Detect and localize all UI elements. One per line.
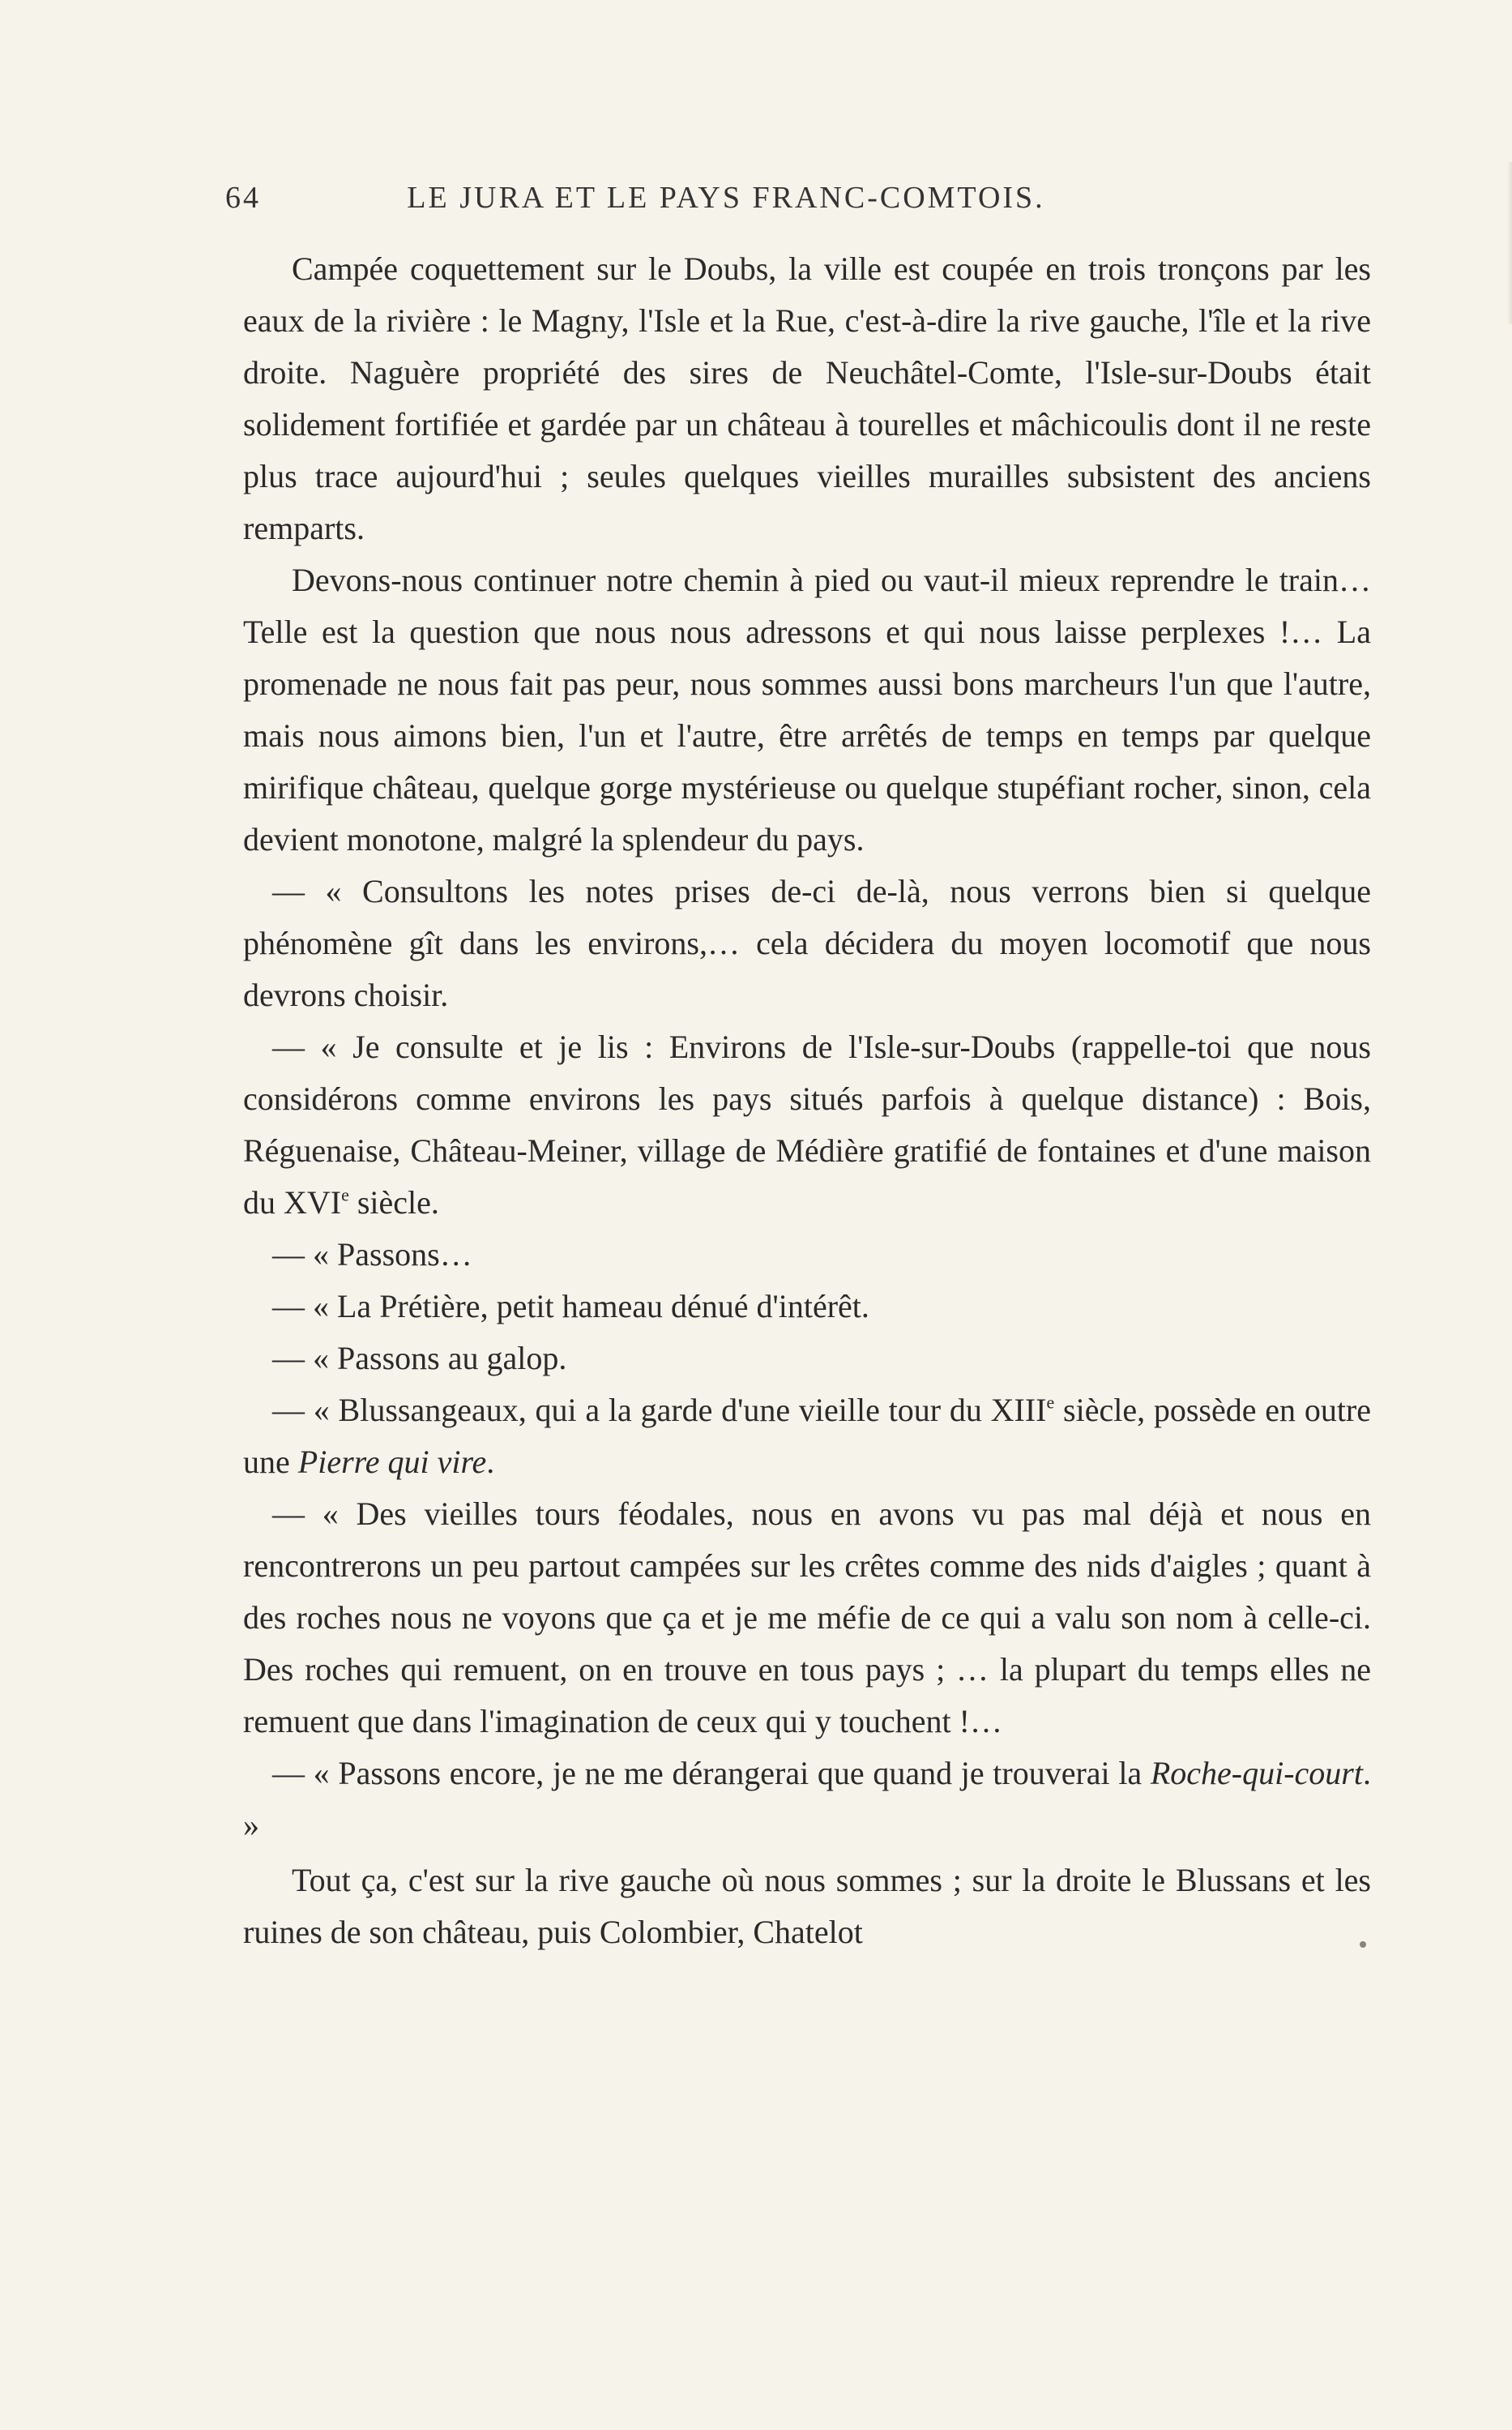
page-number: 64 [225,181,261,215]
paragraph-11: Tout ça, c'est sur la rive gauche où nous sommes ; sur la droite le Blussans et les ruines de son château, puis Colombier, Chatelot [243,1862,1371,1950]
paragraph-6: — « La Prétière, petit hameau dénué d'intérêt. [272,1288,869,1324]
century-numeral: XVI [284,1184,342,1221]
paragraph-8: — « Blussangeaux, qui a la garde d'une vieille tour du XIIIe siècle, possède en outre une Pierre qui vire. [243,1392,1372,1480]
paragraph-7: — « Passons au galop. [272,1340,567,1376]
paragraph-3: — « Consultons les notes prises de-ci de-là, nous verrons bien si quelque phénomène gît dans les environs,… cela décidera du moyen locomotif que nous devrons choisir. [243,873,1371,1013]
paragraph-2: Devons-nous continuer notre chemin à pied ou vaut-il mieux reprendre le train… Telle est la question que nous nous adressons et qui nous laisse perplexes !… La promenade ne nous fait pas peur, nous sommes aussi bons marcheurs l'un que l'autre, mais nous aimons bien, l'un et l'autre, être arrêtés de temps en temps par quelque mirifique château, quelque gorge mystérieuse ou quelque stupéfiant rocher, sinon, cela devient monotone, malgré la splendeur du pays. [243,562,1371,858]
paragraph-1: Campée coquettement sur le Doubs, la ville est coupée en trois tronçons par les eaux de la rivière : le Magny, l'Isle et la Rue, c'est-à-dire la rive gauche, l'île et la rive droite. Naguère propriété des sires de Neuchâtel-Comte, l'Isle-sur-Doubs était solidement fortifiée et gardée par un château à tourelles et mâchicoulis dont il ne reste plus trace aujourd'hui ; seules quelques vieilles murailles subsistent des anciens remparts. [243,250,1371,546]
ink-speck [1360,1941,1366,1948]
italic-place-name: Roche-qui-court [1150,1755,1363,1791]
paragraph-4: — « Je consulte et je lis : Environs de l'Isle-sur-Doubs (rappelle-toi que nous considérons comme environs les pays situés parfois à quelque distance) : Bois, Réguenaise, Château-Meiner, village de Médière gratifié de fontaines et d'une maison du XVIe siècle. [243,1029,1371,1221]
page-edge-shadow [1507,162,1512,324]
paragraph-10: — « Passons encore, je ne me dérangerai que quand je trouverai la Roche-qui-court. » [243,1755,1371,1843]
paragraph-9: — « Des vieilles tours féodales, nous en avons vu pas mal déjà et nous en rencontrerons un peu partout campées sur les crêtes comme des nids d'aigles ; quant à des roches nous ne voyons que ça et je me méfie de ce qui a valu son nom à celle-ci. Des roches qui remuent, on en trouve en tous pays ; … la plupart du temps elles ne remuent que dans l'imagination de ceux qui y touchent !… [243,1495,1371,1739]
paragraph-5: — « Passons… [272,1236,472,1273]
body-text [243,243,1371,1958]
running-title: LE JURA ET LE PAYS FRANC-COMTOIS. [407,181,1045,215]
running-header [225,180,1194,229]
century-numeral: XIII [990,1392,1047,1428]
italic-place-name: Pierre qui vire [297,1444,487,1480]
